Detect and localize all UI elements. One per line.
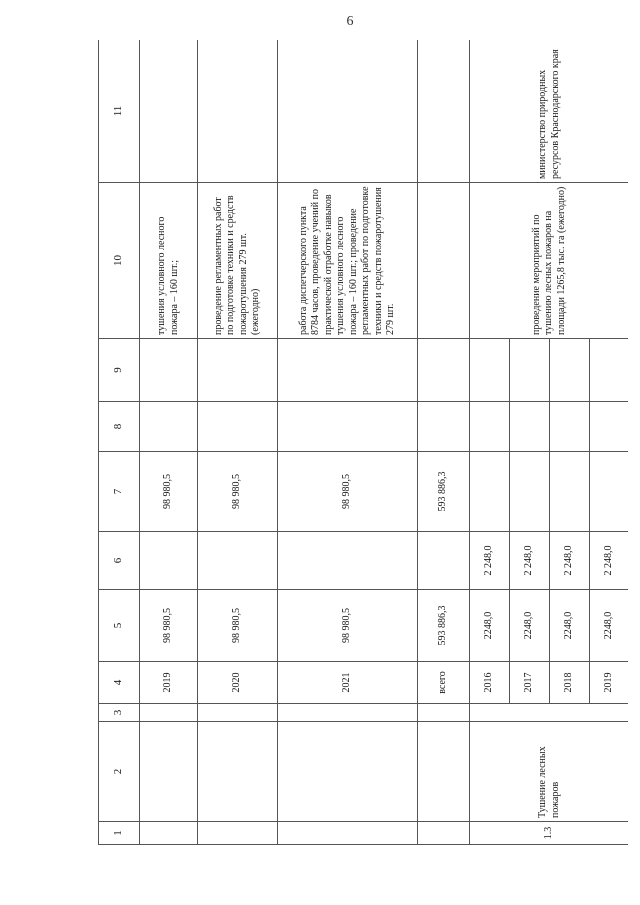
year-2016: 2016: [470, 662, 510, 704]
value-col7-2021: 98 980,5: [278, 452, 418, 532]
year-2021: 2021: [278, 662, 418, 704]
table-cell: [590, 339, 629, 402]
table-cell: [198, 822, 278, 845]
table-cell: [418, 40, 470, 183]
total-col5: 593 886,3: [418, 590, 470, 662]
header-col-4: 4: [99, 662, 140, 704]
table-cell: [278, 40, 418, 183]
table-cell: [590, 402, 629, 452]
header-col-1: 1: [99, 822, 140, 845]
table-cell: [418, 339, 470, 402]
table-row: [140, 40, 198, 845]
section-responsible: министерство природных ресурсов Краснодарского края: [470, 40, 629, 183]
value-col5-2019-b: 2248,0: [590, 590, 629, 662]
year-2019: 2019: [140, 662, 198, 704]
table-cell: [510, 452, 550, 532]
value-col6-2016: 2 248,0: [470, 532, 510, 590]
table-cell: [140, 704, 198, 722]
table-cell: [550, 452, 590, 532]
header-col-7: 7: [99, 452, 140, 532]
table-cell: [510, 402, 550, 452]
year-2018: 2018: [550, 662, 590, 704]
table-cell: [278, 704, 418, 722]
table-cell: [470, 452, 510, 532]
table-cell: [418, 402, 470, 452]
table-cell: [140, 339, 198, 402]
value-col5-2019: 98 980,5: [140, 590, 198, 662]
year-2017: 2017: [510, 662, 550, 704]
value-col5-2018: 2248,0: [550, 590, 590, 662]
table-cell: [418, 532, 470, 590]
value-col5-2020: 98 980,5: [198, 590, 278, 662]
value-col6-2018: 2 248,0: [550, 532, 590, 590]
table-cell: [278, 722, 418, 822]
table-cell: [278, 822, 418, 845]
total-col7: 593 886,3: [418, 452, 470, 532]
program-table: [98, 40, 628, 845]
table-cell: [418, 822, 470, 845]
table-cell: [198, 40, 278, 183]
table-cell: [470, 402, 510, 452]
value-col5-2017: 2248,0: [510, 590, 550, 662]
header-col-3: 3: [99, 704, 140, 722]
year-2019-b: 2019: [590, 662, 629, 704]
header-col-8: 8: [99, 402, 140, 452]
table-cell: [140, 822, 198, 845]
table-cell: [550, 339, 590, 402]
section-number: 1.3: [470, 822, 629, 845]
table-cell: [590, 452, 629, 532]
table-cell: [198, 402, 278, 452]
header-col-11: 11: [99, 40, 140, 183]
table-cell: [278, 532, 418, 590]
value-col7-2020: 98 980,5: [198, 452, 278, 532]
table-cell: [470, 704, 629, 722]
year-2020: 2020: [198, 662, 278, 704]
rotated-table-container: [98, 40, 628, 845]
section-result: проведение мероприятий по тушению лесных пожаров на площади 1265,8 тыс. га (ежегодно): [470, 183, 629, 339]
table-cell: [278, 339, 418, 402]
table-row: [418, 40, 470, 845]
table-cell: [418, 722, 470, 822]
table-row: [198, 40, 278, 845]
result-2021: работа диспетчерского пункта 8784 часов, проведение учений по практической отработке навыков тушения условного лесного пожара – 160 шт.; проведение регламентных работ по подготовке техники и средств пожаротушения 279 шт.: [278, 183, 418, 339]
result-2020: проведение регламентных работ по подготовке техники и средств пожаротушения 279 шт. (ежегодно): [198, 183, 278, 339]
table-cell: [418, 704, 470, 722]
table-cell: [140, 532, 198, 590]
header-col-6: 6: [99, 532, 140, 590]
table-cell: [278, 402, 418, 452]
table-cell: [418, 183, 470, 339]
table-cell: [140, 402, 198, 452]
header-row: [99, 40, 140, 845]
total-label: всего: [418, 662, 470, 704]
value-col5-2021: 98 980,5: [278, 590, 418, 662]
table-cell: [198, 722, 278, 822]
value-col6-2019-b: 2 248,0: [590, 532, 629, 590]
value-col5-2016: 2248,0: [470, 590, 510, 662]
table-row: [278, 40, 418, 845]
table-cell: [198, 339, 278, 402]
section-name: Тушение лесных пожаров: [470, 722, 629, 822]
table-cell: [550, 402, 590, 452]
header-col-2: 2: [99, 722, 140, 822]
table-row: [470, 40, 510, 845]
result-2019: тушения условного лесного пожара – 160 шт.;: [140, 183, 198, 339]
table-cell: [198, 532, 278, 590]
header-col-10: 10: [99, 183, 140, 339]
table-cell: [140, 40, 198, 183]
table-cell: [470, 339, 510, 402]
page-number: 6: [346, 14, 354, 29]
table-cell: [198, 704, 278, 722]
value-col6-2017: 2 248,0: [510, 532, 550, 590]
table-cell: [140, 722, 198, 822]
table-viewport: [98, 40, 628, 845]
header-col-5: 5: [99, 590, 140, 662]
header-col-9: 9: [99, 339, 140, 402]
table-cell: [510, 339, 550, 402]
value-col7-2019: 98 980,5: [140, 452, 198, 532]
